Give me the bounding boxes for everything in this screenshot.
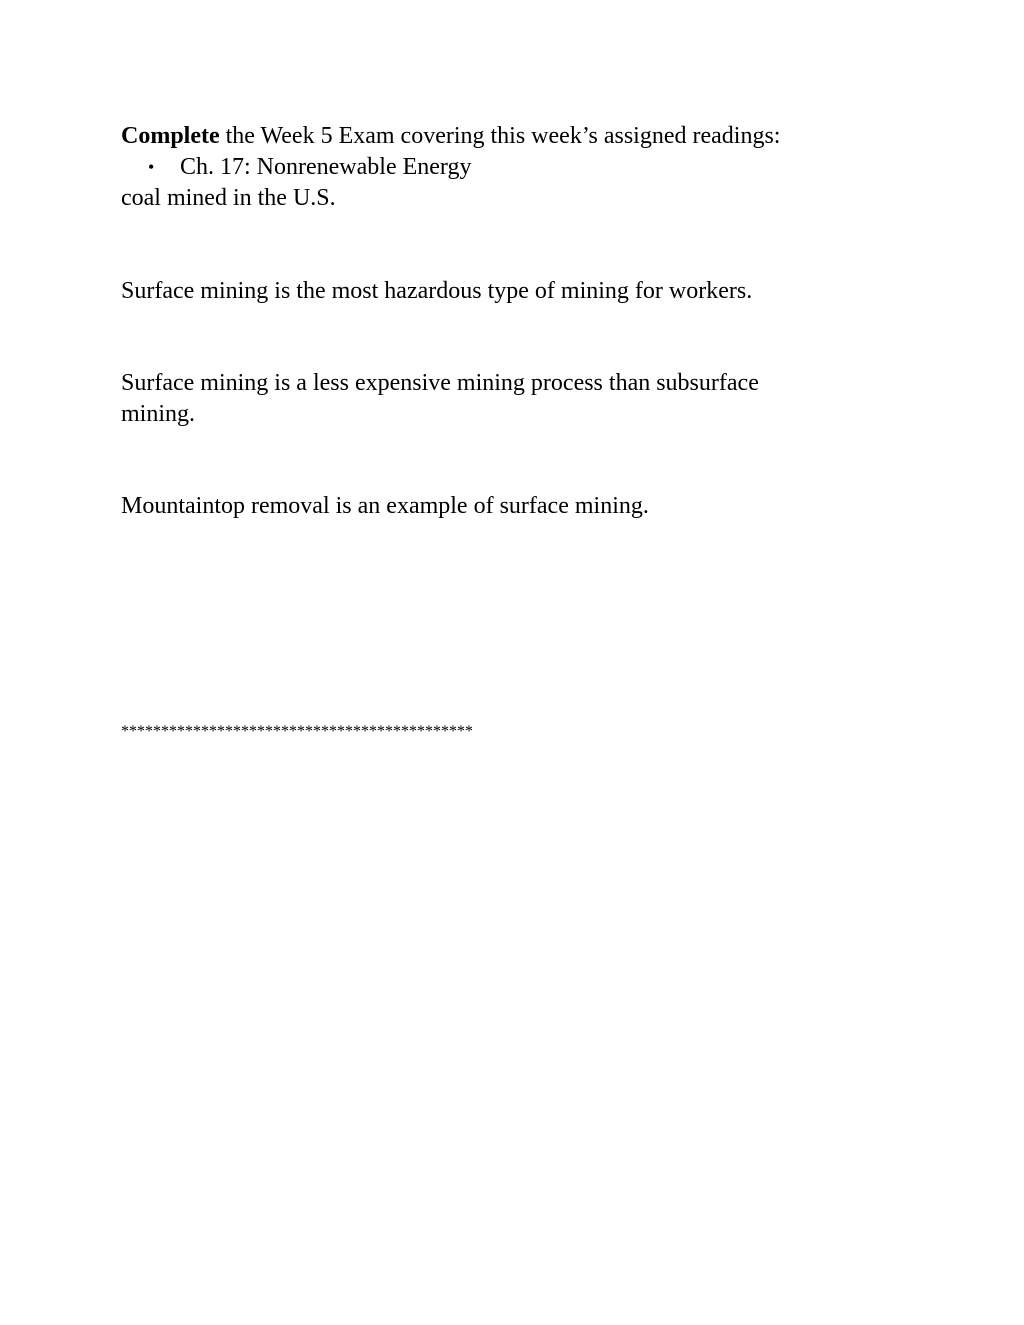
statement-1: Surface mining is the most hazardous type of mining for workers. (121, 278, 753, 304)
bullet-icon: • (148, 157, 155, 177)
reading-list-item-text: Ch. 17: Nonrenewable Energy (180, 154, 472, 180)
coal-line: coal mined in the U.S. (121, 185, 336, 211)
statement-3: Mountaintop removal is an example of surface mining. (121, 493, 649, 519)
asterisk-separator: ******************************************** (121, 723, 473, 740)
intro-bold-word: Complete (121, 123, 220, 149)
statement-2-line-1: Surface mining is a less expensive mining process than subsurface (121, 370, 759, 396)
intro-text: the Week 5 Exam covering this week’s assigned readings: (219, 123, 781, 149)
intro-paragraph (121, 121, 780, 152)
reading-list-item (148, 152, 471, 183)
statement-2-line-2: mining. (121, 401, 196, 427)
